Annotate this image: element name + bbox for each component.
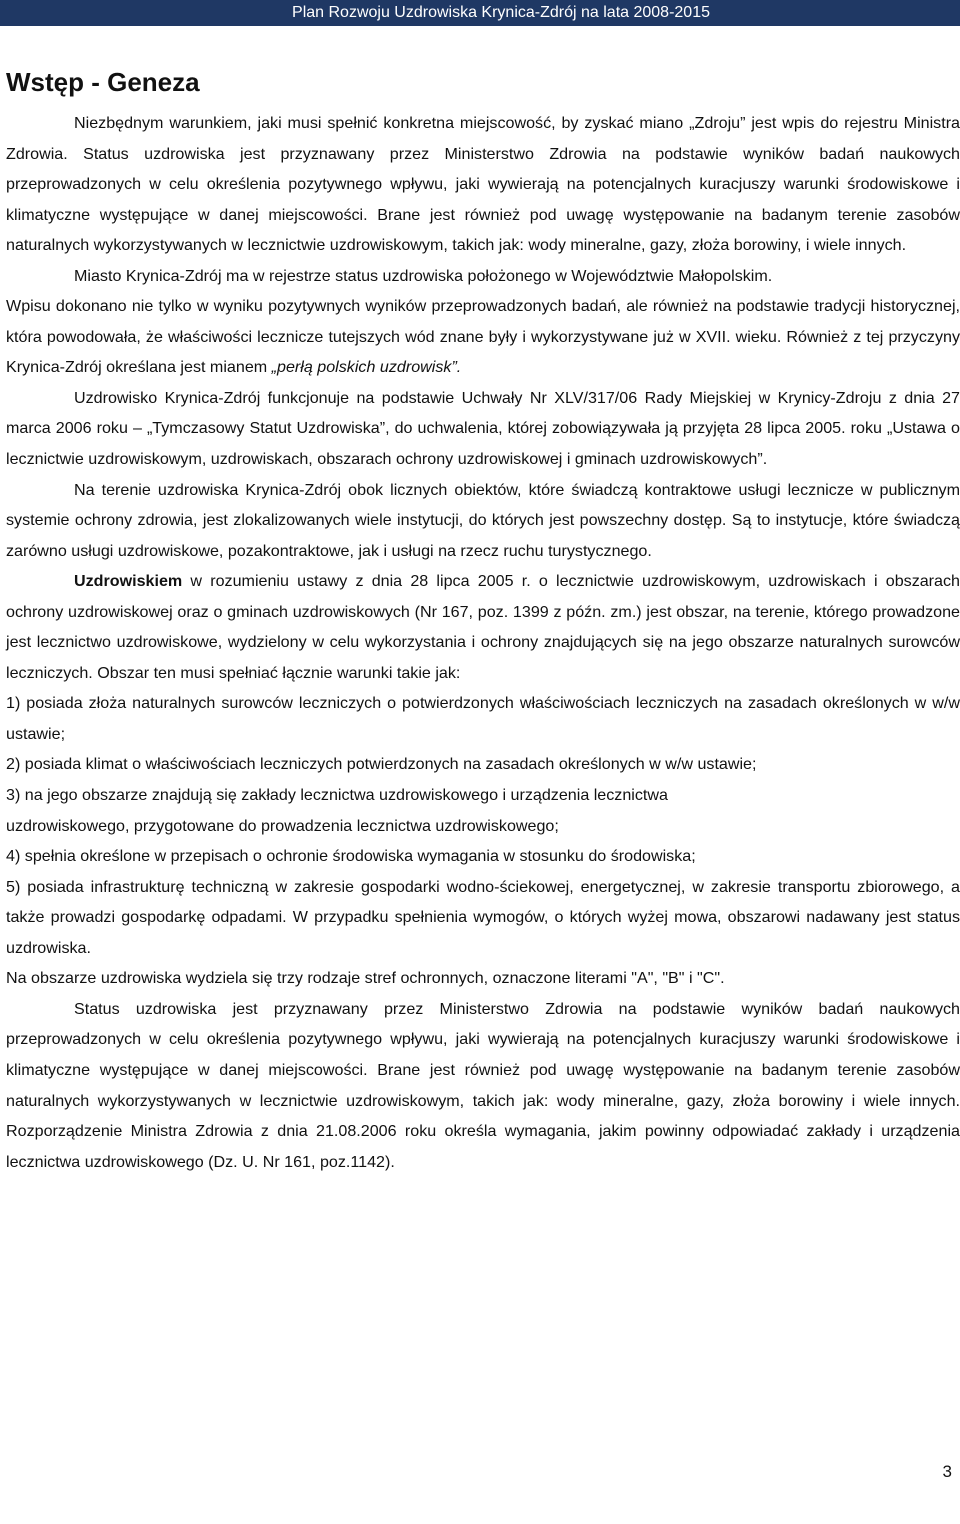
paragraph-zones: Na obszarze uzdrowiska wydziela się trzy rodzaje stref ochronnych, oznaczone literami "A", "B" i "C". [6,969,725,988]
definition-term: Uzdrowiskiem [74,572,183,591]
list-item: 5) posiada infrastrukturę techniczną w zakresie gospodarki wodno-ściekowej, energetycznej, w zakresie transportu zbiorowego, a także prowadzi gospodarkę odpadami. W przypadku spełnienia wymogów, o których wyżej mowa, obszarowi nadawany jest status uzdrowiska. [6,877,960,957]
list-item: 3) na jego obszarze znajdują się zakłady lecznictwa uzdrowiskowego i urządzenia lecznictwa [6,786,668,805]
running-header: Plan Rozwoju Uzdrowiska Krynica-Zdrój na lata 2008-2015 [54,0,714,26]
paragraph-registry: Miasto Krynica-Zdrój ma w rejestrze status uzdrowiska położonego w Województwie Małopolskim. [74,266,773,285]
section-heading: Wstęp - Geneza [6,67,200,97]
body-text [6,108,960,1177]
paragraph-intro: Niezbędnym warunkiem, jaki musi spełnić konkretna miejscowość, by zyskać miano „Zdroju” jest wpis do rejestru Ministra Zdrowia. Status uzdrowiska jest przyznawany przez Ministerstwo Zdrowia na podstawie wyników badań naukowych przeprowadzonych w celu określenia pozytywnego wpływu, jaki wywierają na potencjalnych kuracjuszy warunki środowiskowe i klimatyczne występujące w danej miejscowości. Brane jest również pod uwagę występowanie na badanym terenie zasobów naturalnych wykorzystywanych w lecznictwie uzdrowiskowym, takich jak: wody mineralne, gazy, złoża borowiny, i wiele innych. [6,114,960,255]
list-item: uzdrowiskowego, przygotowane do prowadzenia lecznictwa uzdrowiskowego; [6,816,559,835]
paragraph-statute: Uzdrowisko Krynica-Zdrój funkcjonuje na podstawie Uchwały Nr XLV/317/06 Rady Miejskiej w Krynicy-Zdroju z dnia 27 marca 2006 roku – „Tymczasowy Statut Uzdrowiska”, do uchwalenia, której zobowiązywała ją przyjęta 28 lipca 2005. roku „Ustawa o lecznictwie uzdrowiskowym, uzdrowiskach, obszarach ochrony uzdrowiskowej i gminach uzdrowiskowych”. [6,388,960,469]
definition-text: w rozumieniu ustawy z dnia 28 lipca 2005 r. o lecznictwie uzdrowiskowym, uzdrowiskach i obszarach ochrony uzdrowiskowej oraz o gminach uzdrowiskowych (Nr 167, poz. 1399 z późn. zm.) jest obszar, na terenie, którego prowadzone jest lecznictwo uzdrowiskowe, wydzielony w celu wykorzystania i ochrony znajdujących się na jego obszarze naturalnych surowców leczniczych. Obszar ten musi spełniać łącznie warunki takie jak: [6,572,960,682]
list-item: 4) spełnia określone w przepisach o ochronie środowiska wymagania w stosunku do środowiska; [6,847,696,866]
list-item: 2) posiada klimat o właściwościach leczniczych potwierdzonych na zasadach określonych w w/w ustawie; [6,755,757,774]
list-item: 1) posiada złoża naturalnych surowców leczniczych o potwierdzonych właściwościach leczniczych na zasadach określonych w w/w ustawie; [6,694,960,743]
pearl-quote: „perłą polskich uzdrowisk”. [271,358,462,377]
paragraph-history-text: Wpisu dokonano nie tylko w wyniku pozytywnych wyników przeprowadzonych badań, ale również na podstawie tradycji historycznej, która powodowała, że właściwości lecznicze tutejszych wód znane były i wykorzystywane już w XVII. wieku. Również z tej przyczyny Krynica-Zdrój określana jest mianem [6,297,960,377]
paragraph-institutions: Na terenie uzdrowiska Krynica-Zdrój obok licznych obiektów, które świadczą kontraktowe usługi lecznicze w publicznym systemie ochrony zdrowia, jest zlokalizowanych wiele instytucji, do których jest powszechny dostęp. Są to instytucje, które świadczą zarówno usługi uzdrowiskowe, pozakontraktowe, jak i usługi na rzecz ruchu turystycznego. [6,480,960,560]
paragraph-history [6,291,960,383]
paragraph-definition [6,566,960,688]
paragraph-status: Status uzdrowiska jest przyznawany przez Ministerstwo Zdrowia na podstawie wyników badań naukowych przeprowadzonych w celu określenia pozytywnego wpływu, jaki wywierają na potencjalnych kuracjuszy warunki środowiskowe i klimatyczne występujące w danej miejscowości. Brane jest również pod uwagę występowanie na badanym terenie zasobów naturalnych wykorzystywanych w lecznictwie uzdrowiskowym, takich jak: wody mineralne, gazy, złoża borowiny i wiele innych. Rozporządzenie Ministra Zdrowia z dnia 21.08.2006 roku określa wymagania, jakim powinny odpowiadać zakłady i urządzenia lecznictwa uzdrowiskowego (Dz. U. Nr 161, poz.1142). [6,999,960,1171]
page-number: 3 [942,1462,952,1481]
